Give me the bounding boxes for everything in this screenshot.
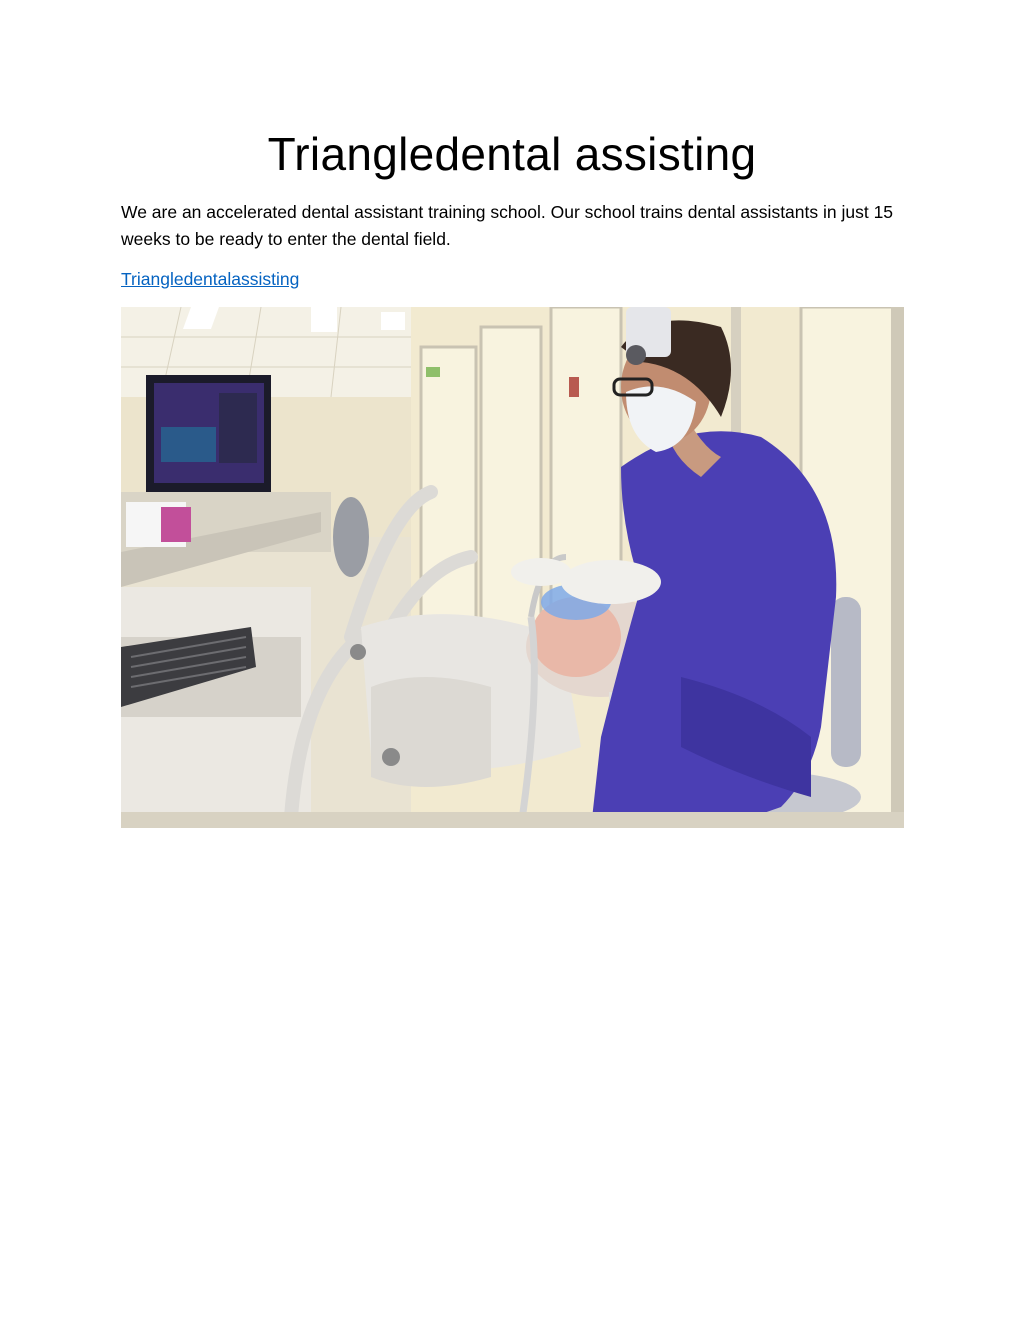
intro-paragraph: We are an accelerated dental assistant training school. Our school trains dental assistants in just 15 weeks to be ready to enter the dental field. [121,202,894,249]
school-link[interactable]: Triangledentalassisting [121,269,300,289]
page-title: Triangledental assisting [267,128,757,180]
dental-training-photo [121,307,904,828]
